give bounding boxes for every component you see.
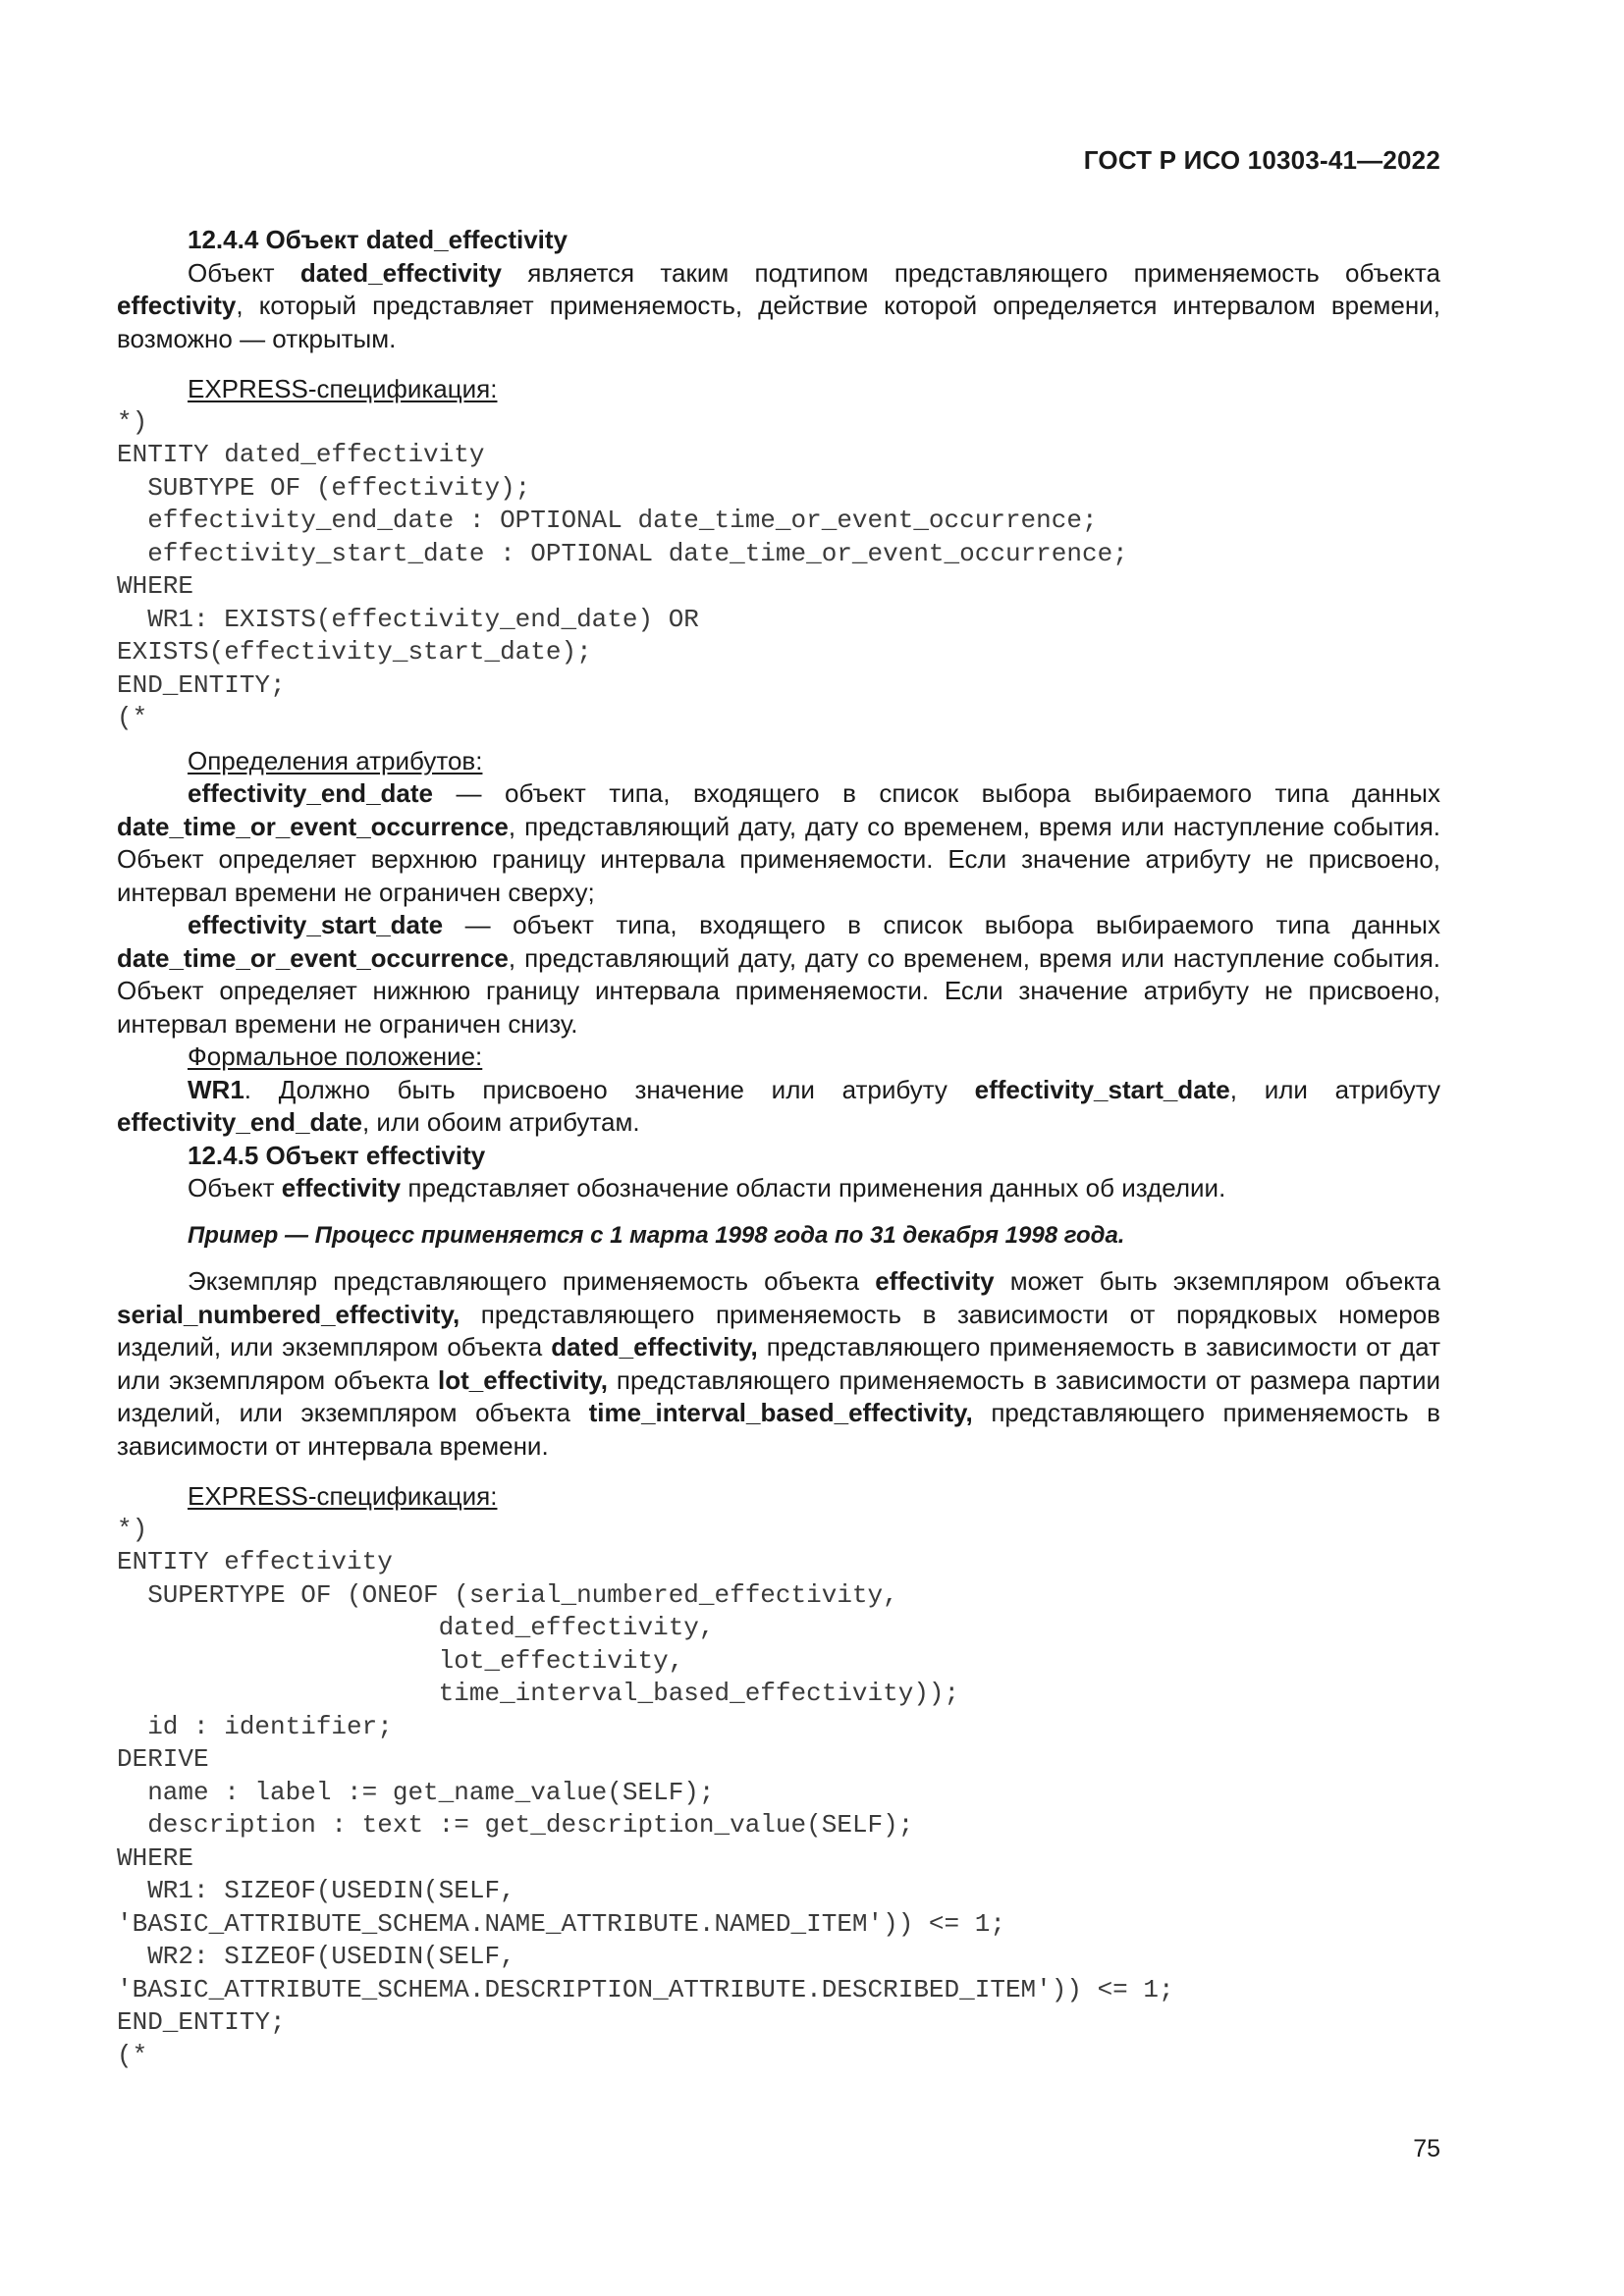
- attribute-definition: effectivity_start_date — объект типа, входящего в список выбора выбираемого типа данных date_time_or_event_occurrence, представляющий дату, дату со временем, время или наступление события. Объект определяет нижнюю границу интервала применяемости. Если значение атрибуту не присвоено, интервал времени не ограничен снизу.: [117, 910, 1440, 1039]
- section-heading-12-4-4: 12.4.4 Объект dated_effectivity: [188, 225, 568, 254]
- page-number: 75: [1413, 2135, 1440, 2163]
- express-spec-label: EXPRESS-спецификация:: [188, 1481, 498, 1511]
- section-heading-12-4-5: 12.4.5 Объект effectivity: [188, 1140, 486, 1170]
- express-code-block: *) ENTITY effectivity SUPERTYPE OF (ONEOF (serial_numbered_effectivity, dated_effectivity, lot_effectivity, time_interval_based_effectivity)); id : identifier; DERIVE name : label := get_name_value(SELF); description : text := get_description_value(SELF); WHERE WR1: SIZEOF(USEDIN(SELF, 'BASIC_ATTRIBUTE_SCHEMA.NAME_ATTRIBUTE.NAMED_ITEM')) <= 1; WR2: SIZEOF(USEDIN(SELF, 'BASIC_ATTRIBUTE_SCHEMA.DESCRIPTION_ATTRIBUTE.DESCRIBED_ITEM')) <= 1; END_ENTITY; (*: [117, 1514, 1174, 2070]
- attribute-definition: effectivity_end_date — объект типа, входящего в список выбора выбираемого типа данных date_time_or_event_occurrence, представляющий дату, дату со временем, время или наступление события. Объект определяет верхнюю границу интервала применяемости. Если значение атрибуту не присвоено, интервал времени не ограничен сверху;: [117, 778, 1440, 907]
- attribute-definitions-label: Определения атрибутов:: [188, 745, 483, 775]
- section-paragraph: Объект effectivity представляет обозначение области применения данных об изделии.: [188, 1173, 1226, 1202]
- express-code-block: *) ENTITY dated_effectivity SUBTYPE OF (effectivity); effectivity_end_date : OPTIONAL date_time_or_event_occurrence; effectivity_start_date : OPTIONAL date_time_or_event_occurrence; WHERE WR1: EXISTS(effectivity_end_date) OR EXISTS(effectivity_start_date); END_ENTITY; (*: [117, 406, 1128, 732]
- section-paragraph: Объект dated_effectivity является таким подтипом представляющего применяемость объекта effectivity, который представляет применяемость, действие которой определяется интервалом времени, возможно — открытым.: [117, 257, 1440, 353]
- formal-propositions-label: Формальное положение:: [188, 1041, 483, 1071]
- example-note: Пример — Процесс применяется с 1 марта 1998 года по 31 декабря 1998 года.: [188, 1221, 1125, 1249]
- page-content: [117, 224, 1440, 2072]
- section-paragraph: Экземпляр представляющего применяемость объекта effectivity может быть экземпляром объекта serial_numbered_effectivity, представляющего применяемость в зависимости от порядковых номеров изделий, или экземпляром объекта dated_effectivity, представляющего применяемость в зависимости от дат или экземпляром объекта lot_effectivity, представляющего применяемость в зависимости от размера партии изделий, или экземпляром объекта time_interval_based_effectivity, представляющего применяемость в зависимости от интервала времени.: [117, 1266, 1440, 1461]
- standard-header: ГОСТ Р ИСО 10303-41—2022: [1083, 145, 1440, 175]
- express-spec-label: EXPRESS-спецификация:: [188, 374, 498, 403]
- formal-proposition: WR1. Должно быть присвоено значение или атрибуту effectivity_start_date, или атрибуту effectivity_end_date, или обоим атрибутам.: [117, 1074, 1440, 1137]
